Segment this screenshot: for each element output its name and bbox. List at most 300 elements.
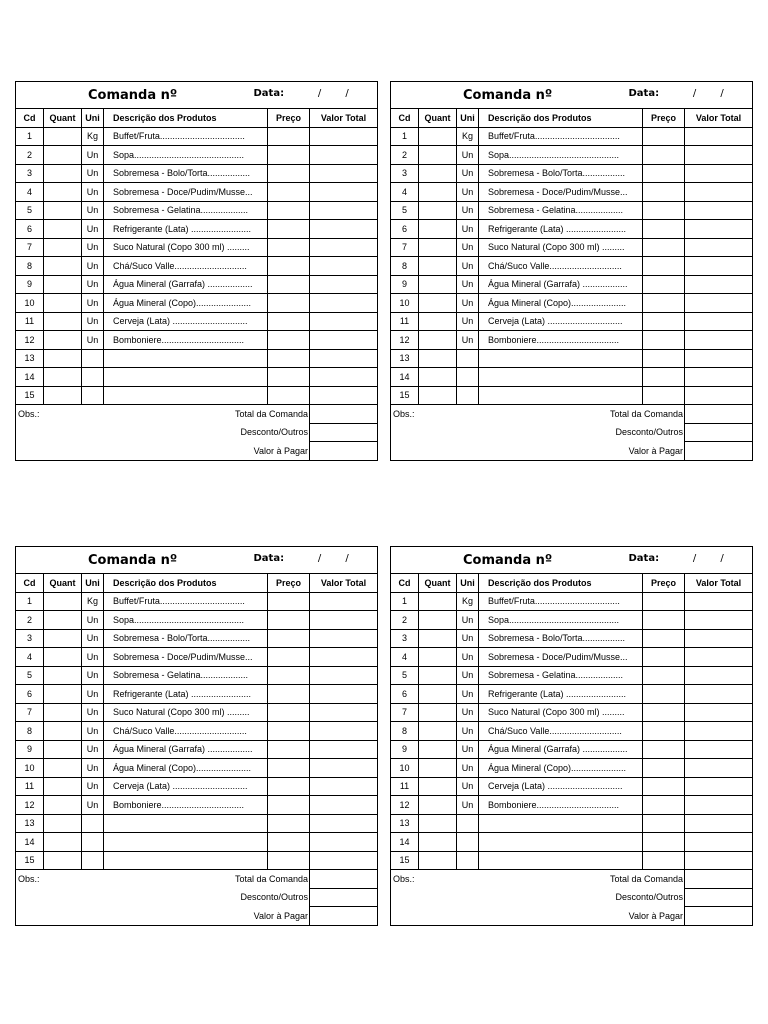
price-cell[interactable] (643, 740, 685, 759)
quantity-cell[interactable] (419, 685, 457, 704)
quantity-cell[interactable] (419, 629, 457, 648)
item-unit: Un (82, 238, 104, 257)
total-value-cell[interactable] (310, 164, 378, 183)
date-field[interactable] (254, 88, 360, 99)
item-unit: Un (457, 740, 479, 759)
item-code: 14 (16, 833, 44, 852)
totals-value-cell[interactable] (310, 442, 378, 461)
total-value-cell[interactable] (685, 740, 753, 759)
price-cell[interactable] (268, 275, 310, 294)
item-unit: Un (82, 146, 104, 165)
totals-value-cell[interactable] (310, 870, 378, 889)
quantity-cell[interactable] (419, 666, 457, 685)
total-value-cell[interactable] (310, 183, 378, 202)
item-unit: Un (82, 722, 104, 741)
item-code: 8 (16, 722, 44, 741)
item-row (391, 368, 753, 387)
total-value-cell[interactable] (310, 312, 378, 331)
total-value-cell[interactable] (310, 201, 378, 220)
item-code: 11 (391, 777, 419, 796)
quantity-cell[interactable] (419, 703, 457, 722)
total-value-cell[interactable] (310, 740, 378, 759)
total-value-cell[interactable] (685, 275, 753, 294)
totals-value-cell[interactable] (685, 442, 753, 461)
total-value-cell[interactable] (685, 127, 753, 146)
item-unit: Un (457, 629, 479, 648)
quantity-cell[interactable] (44, 349, 82, 368)
item-unit: Un (457, 722, 479, 741)
total-value-cell[interactable] (310, 759, 378, 778)
totals-value-cell[interactable] (685, 907, 753, 926)
quantity-cell[interactable] (44, 759, 82, 778)
quantity-cell[interactable] (419, 833, 457, 852)
totals-row (16, 442, 378, 461)
quantity-cell[interactable] (44, 722, 82, 741)
price-cell[interactable] (268, 703, 310, 722)
price-cell[interactable] (643, 201, 685, 220)
item-unit (457, 833, 479, 852)
item-row (391, 312, 753, 331)
item-unit: Un (82, 611, 104, 630)
item-description (104, 851, 268, 870)
total-value-cell[interactable] (310, 220, 378, 239)
item-code: 12 (16, 331, 44, 350)
quantity-cell[interactable] (44, 164, 82, 183)
price-cell[interactable] (268, 648, 310, 667)
item-code: 6 (391, 685, 419, 704)
price-cell[interactable] (643, 777, 685, 796)
item-code: 4 (16, 648, 44, 667)
item-row (391, 722, 753, 741)
quantity-cell[interactable] (419, 183, 457, 202)
total-value-cell[interactable] (310, 368, 378, 387)
item-description (479, 386, 643, 405)
total-value-cell[interactable] (310, 833, 378, 852)
price-cell[interactable] (268, 294, 310, 313)
total-value-cell[interactable] (310, 331, 378, 350)
item-unit: Un (457, 759, 479, 778)
quantity-cell[interactable] (44, 592, 82, 611)
item-description (479, 851, 643, 870)
quantity-cell[interactable] (419, 851, 457, 870)
totals-value-cell[interactable] (685, 405, 753, 424)
total-value-cell[interactable] (685, 759, 753, 778)
item-code: 14 (391, 833, 419, 852)
quantity-cell[interactable] (419, 146, 457, 165)
price-cell[interactable] (268, 368, 310, 387)
price-cell[interactable] (268, 312, 310, 331)
quantity-cell[interactable] (419, 386, 457, 405)
quantity-cell[interactable] (419, 238, 457, 257)
item-code: 6 (16, 220, 44, 239)
price-cell[interactable] (268, 666, 310, 685)
item-row (16, 759, 378, 778)
total-value-cell[interactable] (310, 851, 378, 870)
price-cell[interactable] (268, 331, 310, 350)
quantity-cell[interactable] (419, 127, 457, 146)
totals-label: Valor à Pagar (479, 442, 685, 461)
quantity-cell[interactable] (44, 386, 82, 405)
quantity-cell[interactable] (419, 275, 457, 294)
total-value-cell[interactable] (685, 722, 753, 741)
quantity-cell[interactable] (44, 183, 82, 202)
item-unit: Un (82, 740, 104, 759)
item-code: 13 (391, 349, 419, 368)
item-row (391, 777, 753, 796)
item-unit (457, 368, 479, 387)
price-cell[interactable] (643, 146, 685, 165)
item-description: Sopa............................................ (479, 146, 643, 165)
item-row (16, 666, 378, 685)
total-value-cell[interactable] (685, 183, 753, 202)
price-cell[interactable] (268, 685, 310, 704)
total-value-cell[interactable] (310, 777, 378, 796)
total-value-cell[interactable] (685, 368, 753, 387)
quantity-cell[interactable] (44, 796, 82, 815)
price-cell[interactable] (643, 386, 685, 405)
total-value-cell[interactable] (310, 146, 378, 165)
header-valor-total: Valor Total (685, 109, 753, 128)
total-value-cell[interactable] (685, 685, 753, 704)
total-value-cell[interactable] (685, 164, 753, 183)
total-value-cell[interactable] (685, 386, 753, 405)
header-valor-total: Valor Total (310, 109, 378, 128)
totals-value-cell[interactable] (310, 405, 378, 424)
totals-value-cell[interactable] (310, 907, 378, 926)
item-description: Sobremesa - Gelatina................... (479, 201, 643, 220)
quantity-cell[interactable] (44, 294, 82, 313)
item-row (16, 275, 378, 294)
price-cell[interactable] (643, 127, 685, 146)
total-value-cell[interactable] (310, 685, 378, 704)
item-unit: Un (82, 648, 104, 667)
item-row (391, 146, 753, 165)
quantity-cell[interactable] (419, 220, 457, 239)
header-cd: Cd (16, 109, 44, 128)
price-cell[interactable] (268, 146, 310, 165)
total-value-cell[interactable] (310, 275, 378, 294)
price-cell[interactable] (643, 312, 685, 331)
total-value-cell[interactable] (685, 611, 753, 630)
total-value-cell[interactable] (685, 201, 753, 220)
date-field[interactable] (629, 553, 735, 564)
quantity-cell[interactable] (44, 257, 82, 276)
item-row (16, 722, 378, 741)
total-value-cell[interactable] (310, 257, 378, 276)
price-cell[interactable] (268, 238, 310, 257)
item-row (391, 685, 753, 704)
item-description: Buffet/Fruta.................................. (479, 592, 643, 611)
quantity-cell[interactable] (419, 648, 457, 667)
item-unit: Un (82, 777, 104, 796)
item-description: Sobremesa - Gelatina................... (479, 666, 643, 685)
price-cell[interactable] (643, 648, 685, 667)
quantity-cell[interactable] (44, 238, 82, 257)
item-code: 11 (391, 312, 419, 331)
price-cell[interactable] (268, 740, 310, 759)
price-cell[interactable] (268, 349, 310, 368)
date-separator: / (317, 87, 322, 99)
item-row (16, 146, 378, 165)
header-valor-total: Valor Total (685, 574, 753, 593)
quantity-cell[interactable] (419, 294, 457, 313)
quantity-cell[interactable] (419, 814, 457, 833)
quantity-cell[interactable] (419, 201, 457, 220)
price-cell[interactable] (268, 220, 310, 239)
quantity-cell[interactable] (419, 331, 457, 350)
quantity-cell[interactable] (419, 257, 457, 276)
total-value-cell[interactable] (310, 703, 378, 722)
total-value-cell[interactable] (685, 257, 753, 276)
totals-value-cell[interactable] (310, 888, 378, 907)
item-unit: Un (457, 275, 479, 294)
total-value-cell[interactable] (310, 386, 378, 405)
price-cell[interactable] (268, 386, 310, 405)
header-cd: Cd (391, 574, 419, 593)
date-field[interactable] (254, 553, 360, 564)
item-code: 12 (16, 796, 44, 815)
price-cell[interactable] (268, 796, 310, 815)
price-cell[interactable] (643, 368, 685, 387)
total-value-cell[interactable] (685, 814, 753, 833)
price-cell[interactable] (268, 257, 310, 276)
total-value-cell[interactable] (310, 592, 378, 611)
item-description: Chá/Suco Valle............................. (104, 257, 268, 276)
price-cell[interactable] (643, 275, 685, 294)
quantity-cell[interactable] (44, 666, 82, 685)
total-value-cell[interactable] (310, 722, 378, 741)
quantity-cell[interactable] (419, 722, 457, 741)
price-cell[interactable] (643, 685, 685, 704)
total-value-cell[interactable] (685, 796, 753, 815)
quantity-cell[interactable] (44, 146, 82, 165)
totals-value-cell[interactable] (685, 870, 753, 889)
item-row (16, 592, 378, 611)
quantity-cell[interactable] (44, 685, 82, 704)
total-value-cell[interactable] (310, 814, 378, 833)
total-value-cell[interactable] (310, 127, 378, 146)
total-value-cell[interactable] (310, 349, 378, 368)
item-unit: Un (82, 685, 104, 704)
price-cell[interactable] (643, 611, 685, 630)
header-descricao: Descrição dos Produtos (104, 109, 268, 128)
price-cell[interactable] (643, 331, 685, 350)
price-cell[interactable] (268, 164, 310, 183)
quantity-cell[interactable] (44, 220, 82, 239)
item-row (16, 349, 378, 368)
price-cell[interactable] (643, 592, 685, 611)
item-row (16, 312, 378, 331)
quantity-cell[interactable] (44, 611, 82, 630)
price-cell[interactable] (643, 666, 685, 685)
quantity-cell[interactable] (44, 777, 82, 796)
item-row (16, 127, 378, 146)
item-unit: Un (457, 685, 479, 704)
total-value-cell[interactable] (685, 146, 753, 165)
price-cell[interactable] (268, 814, 310, 833)
quantity-cell[interactable] (419, 368, 457, 387)
item-description: Bomboniere................................. (479, 331, 643, 350)
price-cell[interactable] (643, 851, 685, 870)
price-cell[interactable] (268, 611, 310, 630)
total-value-cell[interactable] (685, 220, 753, 239)
quantity-cell[interactable] (419, 759, 457, 778)
item-unit: Un (82, 294, 104, 313)
quantity-cell[interactable] (44, 312, 82, 331)
total-value-cell[interactable] (310, 796, 378, 815)
price-cell[interactable] (643, 759, 685, 778)
price-cell[interactable] (268, 722, 310, 741)
total-value-cell[interactable] (685, 833, 753, 852)
quantity-cell[interactable] (44, 648, 82, 667)
total-value-cell[interactable] (685, 238, 753, 257)
price-cell[interactable] (643, 238, 685, 257)
item-row (391, 294, 753, 313)
total-value-cell[interactable] (685, 703, 753, 722)
date-separator: / (720, 552, 724, 564)
item-description: Sopa............................................ (104, 146, 268, 165)
item-row (391, 257, 753, 276)
item-description: Água Mineral (Copo)...................... (479, 759, 643, 778)
item-unit: Un (82, 257, 104, 276)
quantity-cell[interactable] (44, 368, 82, 387)
total-value-cell[interactable] (685, 629, 753, 648)
quantity-cell[interactable] (419, 796, 457, 815)
order-slip (390, 546, 752, 926)
quantity-cell[interactable] (44, 127, 82, 146)
obs-field[interactable]: Obs.: (391, 405, 479, 424)
quantity-cell[interactable] (44, 201, 82, 220)
price-cell[interactable] (643, 164, 685, 183)
price-cell[interactable] (268, 759, 310, 778)
obs-field[interactable]: Obs.: (16, 870, 104, 889)
item-description (104, 368, 268, 387)
item-code: 13 (391, 814, 419, 833)
price-cell[interactable] (643, 833, 685, 852)
total-value-cell[interactable] (310, 611, 378, 630)
price-cell[interactable] (268, 592, 310, 611)
quantity-cell[interactable] (419, 164, 457, 183)
price-cell[interactable] (643, 183, 685, 202)
total-value-cell[interactable] (685, 777, 753, 796)
total-value-cell[interactable] (685, 666, 753, 685)
item-row (16, 685, 378, 704)
totals-value-cell[interactable] (685, 423, 753, 442)
quantity-cell[interactable] (44, 703, 82, 722)
quantity-cell[interactable] (419, 611, 457, 630)
totals-value-cell[interactable] (310, 423, 378, 442)
item-row (391, 331, 753, 350)
item-row (16, 611, 378, 630)
total-value-cell[interactable] (310, 238, 378, 257)
quantity-cell[interactable] (419, 777, 457, 796)
total-value-cell[interactable] (685, 592, 753, 611)
item-code: 7 (391, 238, 419, 257)
quantity-cell[interactable] (44, 331, 82, 350)
price-cell[interactable] (268, 183, 310, 202)
item-unit: Kg (457, 592, 479, 611)
item-description: Sobremesa - Bolo/Torta................. (104, 629, 268, 648)
quantity-cell[interactable] (419, 349, 457, 368)
item-unit: Un (457, 146, 479, 165)
item-description (479, 814, 643, 833)
item-code: 14 (391, 368, 419, 387)
date-field[interactable] (629, 88, 735, 99)
totals-value-cell[interactable] (685, 888, 753, 907)
total-value-cell[interactable] (310, 294, 378, 313)
total-value-cell[interactable] (310, 648, 378, 667)
price-cell[interactable] (643, 294, 685, 313)
item-code: 6 (391, 220, 419, 239)
obs-area (391, 907, 479, 926)
price-cell[interactable] (268, 851, 310, 870)
item-code: 13 (16, 814, 44, 833)
item-row (16, 257, 378, 276)
totals-label: Valor à Pagar (104, 907, 310, 926)
quantity-cell[interactable] (44, 740, 82, 759)
price-cell[interactable] (643, 349, 685, 368)
obs-field[interactable]: Obs.: (16, 405, 104, 424)
item-code: 12 (391, 796, 419, 815)
item-unit (82, 851, 104, 870)
item-row (16, 703, 378, 722)
price-cell[interactable] (643, 220, 685, 239)
total-value-cell[interactable] (685, 349, 753, 368)
quantity-cell[interactable] (44, 814, 82, 833)
total-value-cell[interactable] (685, 851, 753, 870)
price-cell[interactable] (643, 703, 685, 722)
price-cell[interactable] (643, 796, 685, 815)
total-value-cell[interactable] (685, 648, 753, 667)
price-cell[interactable] (268, 777, 310, 796)
price-cell[interactable] (643, 257, 685, 276)
item-unit: Un (457, 666, 479, 685)
obs-field[interactable]: Obs.: (391, 870, 479, 889)
column-header-row (391, 109, 753, 128)
item-code: 7 (16, 238, 44, 257)
header-preco: Preço (643, 109, 685, 128)
order-slip (15, 81, 377, 461)
price-cell[interactable] (268, 833, 310, 852)
price-cell[interactable] (643, 814, 685, 833)
quantity-cell[interactable] (44, 833, 82, 852)
price-cell[interactable] (643, 722, 685, 741)
item-row (391, 386, 753, 405)
slip-title: Comanda nº (463, 552, 553, 568)
total-value-cell[interactable] (685, 312, 753, 331)
total-value-cell[interactable] (685, 294, 753, 313)
quantity-cell[interactable] (44, 629, 82, 648)
item-unit (82, 386, 104, 405)
item-row (16, 833, 378, 852)
quantity-cell[interactable] (419, 312, 457, 331)
price-cell[interactable] (268, 127, 310, 146)
quantity-cell[interactable] (44, 275, 82, 294)
price-cell[interactable] (268, 629, 310, 648)
price-cell[interactable] (643, 629, 685, 648)
header-valor-total: Valor Total (310, 574, 378, 593)
price-cell[interactable] (268, 201, 310, 220)
quantity-cell[interactable] (44, 851, 82, 870)
total-value-cell[interactable] (685, 331, 753, 350)
total-value-cell[interactable] (310, 629, 378, 648)
total-value-cell[interactable] (310, 666, 378, 685)
quantity-cell[interactable] (419, 592, 457, 611)
item-unit: Un (457, 703, 479, 722)
totals-row (16, 423, 378, 442)
item-unit (457, 386, 479, 405)
quantity-cell[interactable] (419, 740, 457, 759)
